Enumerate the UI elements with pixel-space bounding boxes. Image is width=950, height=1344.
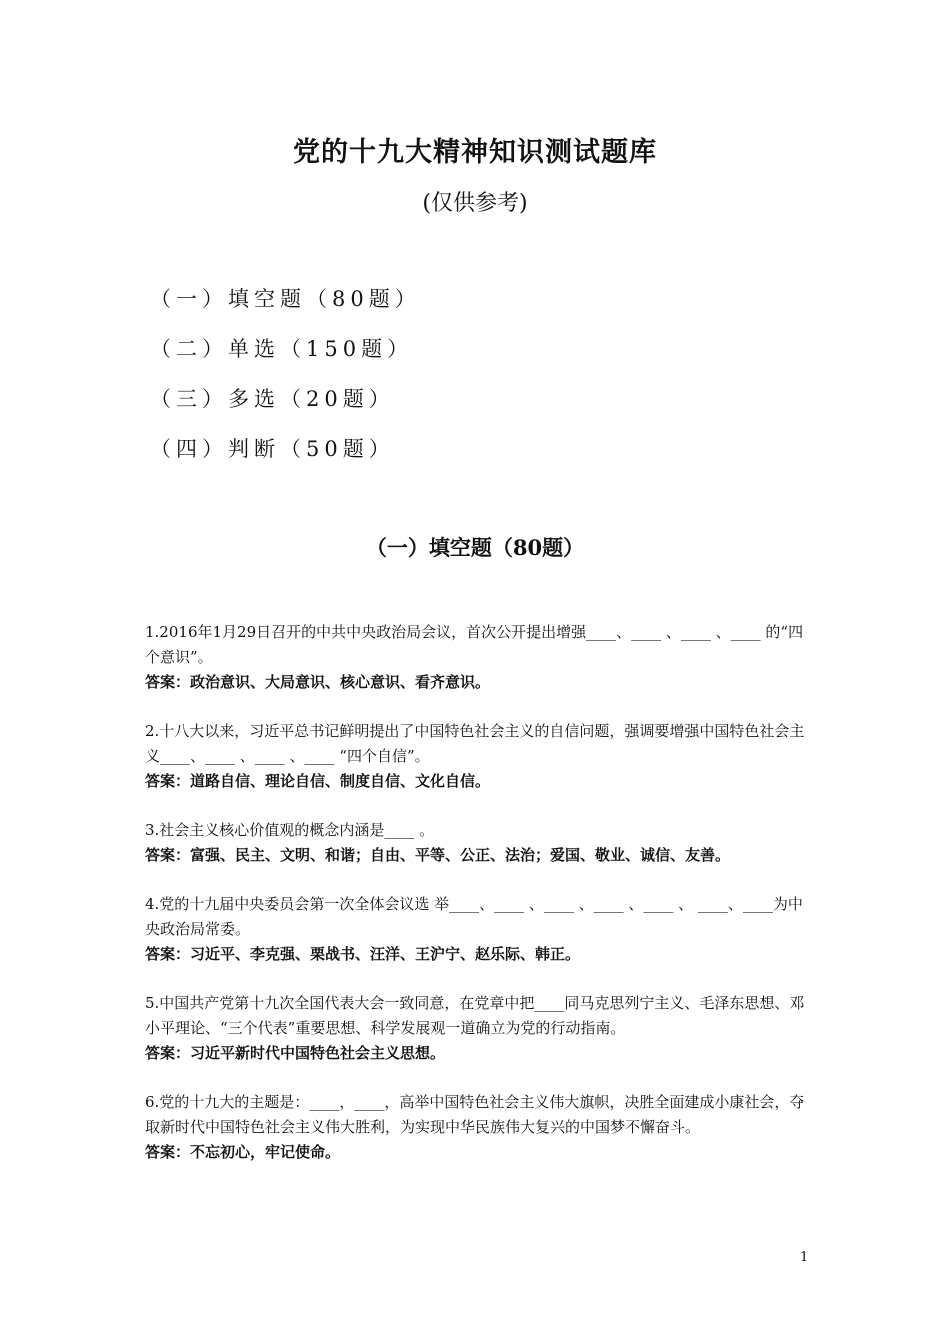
question-text: 2.十八大以来，习近平总书记鲜明提出了中国特色社会主义的自信问题，强调要增强中国特色社会主义____、____ 、____ 、____ “四个自信”。	[145, 722, 805, 765]
question-item	[145, 719, 810, 794]
section-heading: （一）填空题（80题）	[365, 535, 585, 560]
question-answer: 答案：不忘初心，牢记使命。	[145, 1143, 341, 1161]
question-answer: 答案：富强、民主、文明、和谐；自由、平等、公正、法治；爱国、敬业、诚信、友善。	[145, 846, 731, 864]
toc-item: （三）多选（20题）	[150, 387, 395, 411]
question-text: 3.社会主义核心价值观的概念内涵是____ 。	[145, 821, 435, 839]
question-text: 1.2016年1月29日召开的中共中央政治局会议，首次公开提出增强____、____ 、____ 、____ 的“四个意识”。	[145, 623, 804, 666]
page-number: 1	[800, 1250, 809, 1265]
question-answer: 答案：政治意识、大局意识、核心意识、看齐意识。	[145, 673, 491, 691]
toc-item: （一）填空题（80题）	[150, 287, 421, 311]
question-item	[145, 818, 810, 868]
question-item	[145, 1090, 810, 1165]
question-list	[145, 620, 810, 1189]
table-of-contents	[150, 284, 421, 484]
question-text: 5.中国共产党第十九次全国代表大会一致同意，在党章中把____同马克思列宁主义、毛泽东思想、邓小平理论、“三个代表”重要思想、科学发展观一道确立为党的行动指南。	[145, 994, 805, 1037]
question-text: 6.党的十九大的主题是：____，____，高举中国特色社会主义伟大旗帜，决胜全面建成小康社会，夺取新时代中国特色社会主义伟大胜利，为实现中华民族伟大复兴的中国梦不懈奋斗。	[145, 1093, 805, 1136]
toc-item: （四）判断（50题）	[150, 437, 395, 461]
question-answer: 答案：习近平、李克强、栗战书、汪洋、王沪宁、赵乐际、韩正。	[145, 945, 581, 963]
document-subtitle: (仅供参考)	[422, 191, 528, 216]
question-item	[145, 892, 810, 967]
question-item	[145, 620, 810, 695]
question-answer: 答案：道路自信、理论自信、制度自信、文化自信。	[145, 772, 491, 790]
question-answer: 答案：习近平新时代中国特色社会主义思想。	[145, 1044, 446, 1062]
question-item	[145, 991, 810, 1066]
toc-item: （二）单选（150题）	[150, 337, 414, 361]
document-title: 党的十九大精神知识测试题库	[293, 137, 657, 168]
question-text: 4.党的十九届中央委员会第一次全体会议选 举____、____ 、____ 、____ 、____ 、 ____、____为中央政治局常委。	[145, 895, 803, 938]
